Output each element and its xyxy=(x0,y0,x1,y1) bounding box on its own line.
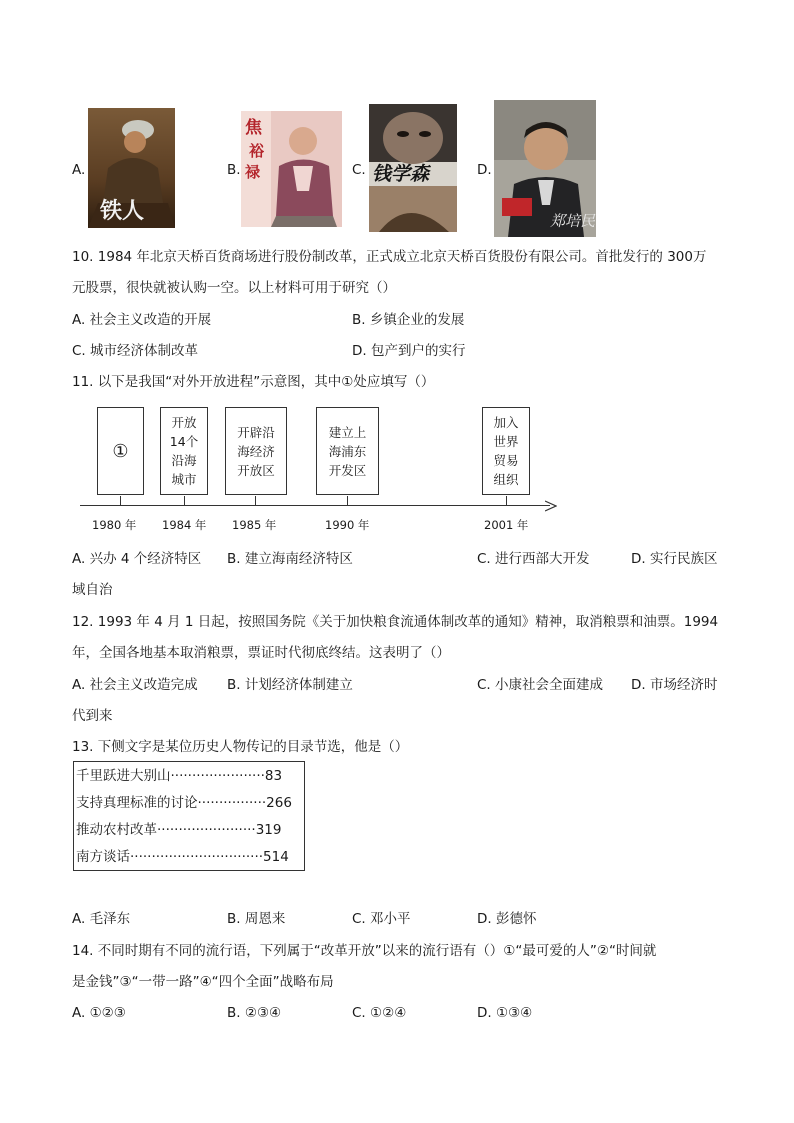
poster-b-title-2: 裕 xyxy=(249,142,265,160)
timeline-axis xyxy=(80,505,550,506)
q13-option-c[interactable]: C. 邓小平 xyxy=(352,911,411,927)
q11-option-a[interactable]: A. 兴办 4 个经济特区 xyxy=(72,551,202,567)
q14-option-c[interactable]: C. ①②④ xyxy=(352,1005,407,1021)
timeline-box-1984 xyxy=(160,407,208,495)
q11-option-d[interactable]: D. 实行民族区 xyxy=(631,551,718,567)
timeline-box-1985-text: 开辟沿 海经济 开放区 xyxy=(237,424,275,478)
timeline-box-1990 xyxy=(316,407,379,495)
q13-option-a[interactable]: A. 毛泽东 xyxy=(72,911,131,927)
timeline-tick xyxy=(506,496,507,506)
q12-option-b[interactable]: B. 计划经济体制建立 xyxy=(227,677,353,693)
timeline-box-1985 xyxy=(225,407,287,495)
timeline-box-2001-text: 加入 世界 贸易 组织 xyxy=(493,415,519,487)
q11-stem: 11. 以下是我国“对外开放进程”示意图，其中①处应填写（） xyxy=(72,374,435,390)
q14-option-d[interactable]: D. ①③④ xyxy=(477,1005,533,1021)
toc-entry: 支持真理标准的讨论················266 xyxy=(76,795,292,811)
q10-option-a[interactable]: A. 社会主义改造的开展 xyxy=(72,312,212,328)
q11-option-b[interactable]: B. 建立海南经济特区 xyxy=(227,551,353,567)
timeline-box-1980-text: ① xyxy=(112,440,129,462)
poster-d-title: 郑培民 xyxy=(550,212,596,230)
toc-entry: 推动农村改革·······················319 xyxy=(76,822,282,838)
poster-a-title: 铁人 xyxy=(100,198,145,224)
timeline-box-1984-text: 开放 14个 沿海 城市 xyxy=(169,415,199,487)
biography-toc xyxy=(73,761,305,871)
q14-stem-line1: 14. 不同时期有不同的流行语，下列属于“改革开放”以来的流行语有（）①“最可爱的人”②“时间就 xyxy=(72,943,657,959)
q12-option-d[interactable]: D. 市场经济时 xyxy=(631,677,718,693)
poster-image-b xyxy=(241,111,342,227)
timeline-year: 1984 年 xyxy=(162,518,207,532)
q11-option-d-continued: 域自治 xyxy=(72,582,113,598)
timeline-arrow-icon xyxy=(545,500,557,512)
option-c-label: C. xyxy=(352,162,366,178)
q10-option-d[interactable]: D. 包产到户的实行 xyxy=(352,343,466,359)
q12-option-d-continued: 代到来 xyxy=(72,708,113,724)
option-d-label: D. xyxy=(477,162,492,178)
q12-stem-line2: 年，全国各地基本取消粮票，票证时代彻底终结。这表明了（） xyxy=(72,645,450,661)
timeline-box-2001 xyxy=(482,407,530,495)
timeline-tick xyxy=(184,496,185,506)
q12-option-a[interactable]: A. 社会主义改造完成 xyxy=(72,677,198,693)
poster-image-c xyxy=(369,104,457,232)
timeline-year: 1985 年 xyxy=(232,518,277,532)
q13-option-d[interactable]: D. 彭德怀 xyxy=(477,911,537,927)
q12-option-c[interactable]: C. 小康社会全面建成 xyxy=(477,677,604,693)
poster-image-a xyxy=(88,108,175,228)
timeline-tick xyxy=(347,496,348,506)
q12-stem-line1: 12. 1993 年 4 月 1 日起，按照国务院《关于加快粮食流通体制改革的通知》精神，取消粮票和油票。1994 xyxy=(72,614,719,630)
q10-stem-line1: 10. 1984 年北京天桥百货商场进行股份制改革，正式成立北京天桥百货股份有限公司。首批发行的 300万 xyxy=(72,249,707,265)
q14-option-a[interactable]: A. ①②③ xyxy=(72,1005,126,1021)
toc-entry: 南方谈话·······························514 xyxy=(76,849,289,865)
option-a-label: A. xyxy=(72,162,86,178)
timeline-tick xyxy=(120,496,121,506)
q13-stem: 13. 下侧文字是某位历史人物传记的目录节选，他是（） xyxy=(72,739,409,755)
toc-entry: 千里跃进大别山······················83 xyxy=(76,768,283,784)
q14-option-b[interactable]: B. ②③④ xyxy=(227,1005,282,1021)
timeline-box-1980 xyxy=(97,407,144,495)
timeline-year: 1980 年 xyxy=(92,518,137,532)
poster-image-d xyxy=(494,100,596,237)
timeline-tick xyxy=(255,496,256,506)
timeline-year: 2001 年 xyxy=(484,518,529,532)
q10-option-b[interactable]: B. 乡镇企业的发展 xyxy=(352,312,465,328)
timeline-year: 1990 年 xyxy=(325,518,370,532)
option-b-label: B. xyxy=(227,162,241,178)
q10-option-c[interactable]: C. 城市经济体制改革 xyxy=(72,343,199,359)
poster-b-title-3: 禄 xyxy=(245,163,261,181)
q13-option-b[interactable]: B. 周恩来 xyxy=(227,911,286,927)
poster-c-title: 钱学森 xyxy=(372,163,430,185)
timeline-box-1990-text: 建立上 海浦东 开发区 xyxy=(328,424,367,478)
poster-b-title-1: 焦 xyxy=(245,118,262,138)
q11-option-c[interactable]: C. 进行西部大开发 xyxy=(477,551,590,567)
q14-stem-line2: 是金钱”③“一带一路”④“四个全面”战略布局 xyxy=(72,974,334,990)
q10-stem-line2: 元股票，很快就被认购一空。以上材料可用于研究（） xyxy=(72,280,396,296)
